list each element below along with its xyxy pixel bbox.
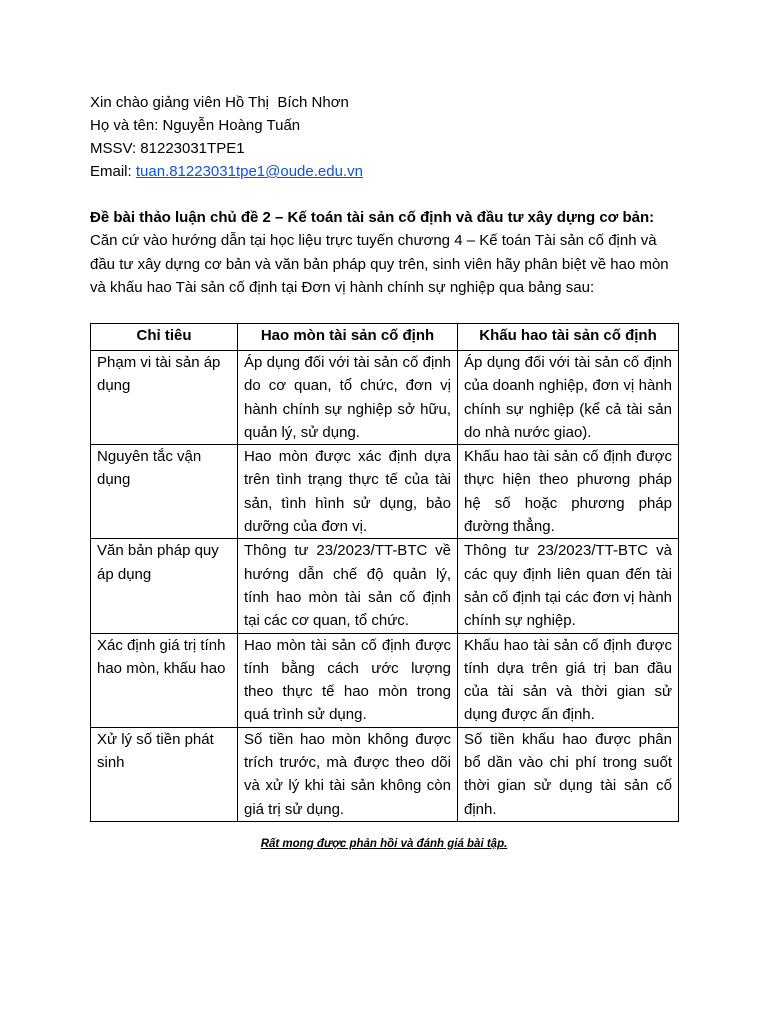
closing-note: Rất mong được phản hồi và đánh giá bài tập. (260, 838, 508, 850)
criteria-cell: Nguyên tắc vận dụng (91, 445, 238, 539)
mssv-line: MSSV: 81223031TPE1 (90, 140, 245, 157)
khau-hao-cell: Số tiền khấu hao được phân bổ dần vào chi phí trong suốt thời gian sử dụng tài sản cố định. (458, 727, 679, 821)
email-link[interactable]: tuan.81223031tpe1@oude.edu.vn (135, 163, 363, 180)
khau-hao-cell: Khấu hao tài sản cố định được thực hiện theo phương pháp hệ số hoặc phương pháp đường thẳng. (458, 445, 679, 539)
criteria-cell: Xử lý số tiền phát sinh (91, 727, 238, 821)
header-khau-hao: Khấu hao tài sản cố định (458, 324, 679, 351)
name-line: Họ và tên: Nguyễn Hoàng Tuấn (90, 117, 301, 134)
table-row (91, 633, 679, 727)
header-hao-mon: Hao mòn tài sản cố định (238, 324, 458, 351)
khau-hao-cell: Khấu hao tài sản cố định được tính dựa trên giá trị ban đầu của tài sản và thời gian sử dụng được ấn định. (458, 633, 679, 727)
criteria-cell: Văn bản pháp quy áp dụng (91, 539, 238, 633)
hao-mon-cell: Hao mòn tài sản cố định được tính bằng cách ước lượng theo thực tế hao mòn trong quá trình sử dụng. (238, 633, 458, 727)
assignment-topic (90, 206, 680, 299)
table-header-row (91, 324, 679, 351)
khau-hao-cell: Thông tư 23/2023/TT-BTC và các quy định liên quan đến tài sản cố định tại các đơn vị hành chính sự nghiệp. (458, 539, 679, 633)
criteria-cell: Xác định giá trị tính hao mòn, khấu hao (91, 633, 238, 727)
hao-mon-cell: Số tiền hao mòn không được trích trước, mà được theo dõi và xử lý khi tài sản không còn giá trị sử dụng. (238, 727, 458, 821)
student-info (90, 91, 363, 183)
table-row (91, 539, 679, 633)
comparison-table (90, 323, 679, 822)
khau-hao-cell: Áp dụng đối với tài sản cố định của doanh nghiệp, đơn vị hành chính sự nghiệp (kể cả tài sản do nhà nước giao). (458, 351, 679, 445)
table-row (91, 727, 679, 821)
email-label: Email: (90, 163, 136, 180)
greeting-line: Xin chào giảng viên Hồ Thị Bích Nhơn (90, 94, 349, 111)
hao-mon-cell: Thông tư 23/2023/TT-BTC về hướng dẫn chế độ quản lý, tính hao mòn tài sản cố định tại các cơ quan, tổ chức. (238, 539, 458, 633)
header-criteria: Chỉ tiêu (91, 324, 238, 351)
table-row (91, 445, 679, 539)
topic-body: Căn cứ vào hướng dẫn tại học liệu trực tuyến chương 4 – Kế toán Tài sản cố định và đầu tư xây dựng cơ bản và văn bản pháp quy trên, sinh viên hãy phân biệt về hao mòn và khấu hao Tài sản cố định tại Đơn vị hành chính sự nghiệp qua bảng sau: (90, 232, 669, 296)
hao-mon-cell: Áp dụng đối với tài sản cố định do cơ quan, tổ chức, đơn vị hành chính sự nghiệp sở hữu, quản lý, sử dụng. (238, 351, 458, 445)
topic-title: Đề bài thảo luận chủ đề 2 – Kế toán tài sản cố định và đầu tư xây dựng cơ bản: (90, 209, 655, 226)
criteria-cell: Phạm vi tài sản áp dụng (91, 351, 238, 445)
email-line (90, 160, 363, 183)
table-row (91, 351, 679, 445)
hao-mon-cell: Hao mòn được xác định dựa trên tình trạng thực tế của tài sản, tình hình sử dụng, bảo dưỡng của đơn vị. (238, 445, 458, 539)
